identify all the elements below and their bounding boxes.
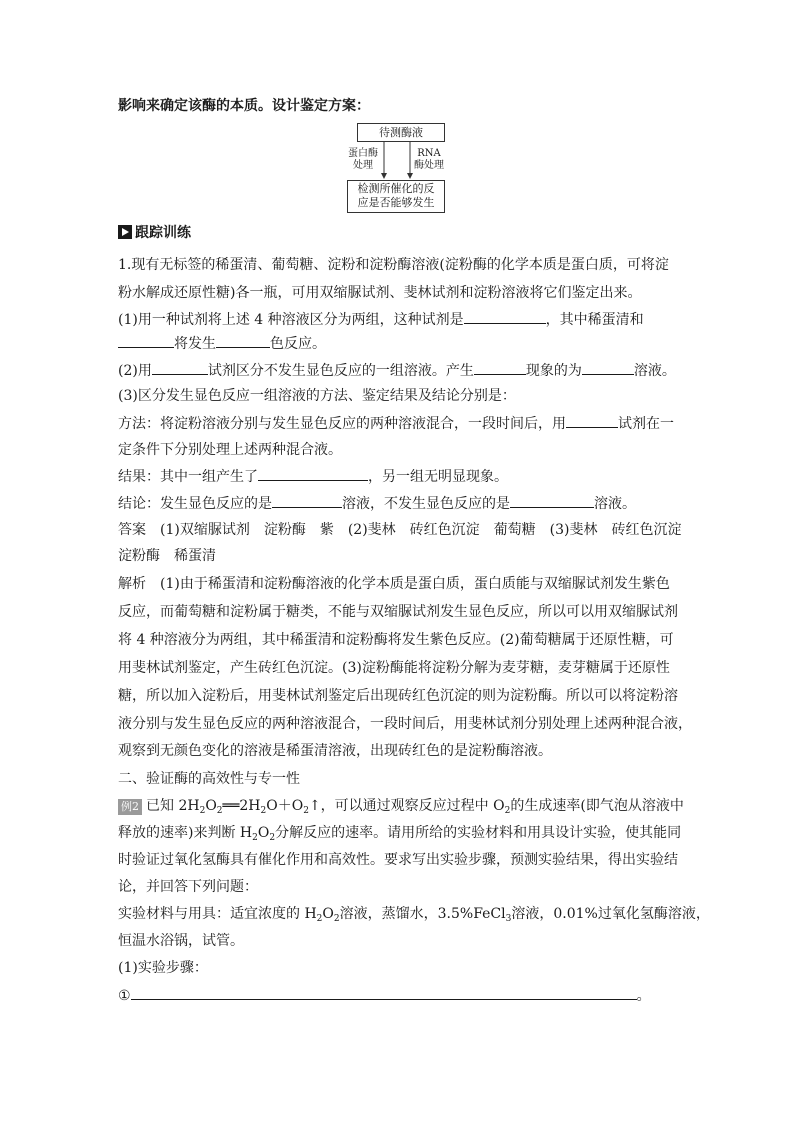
diagram-top-box: 待测酶液 xyxy=(357,123,445,142)
intro-text: 影响来确定该酶的本质。设计鉴定方案： xyxy=(118,98,370,114)
q1-part3: (3)区分发生显色反应一组溶液的方法、鉴定结果及结论分别是： xyxy=(118,388,516,404)
q1-method-line1: 方法：将淀粉溶液分别与发生显色反应的两种溶液混合，一段时间后，用 试剂在一 xyxy=(118,413,674,434)
answer-blank[interactable] xyxy=(474,360,526,375)
answer-blank[interactable] xyxy=(152,360,208,375)
analysis-line7: 观察到无颜色变化的溶液是稀蛋清溶液，出现砖红色的是淀粉酶溶液。 xyxy=(118,743,552,759)
ex2-materials-line1: 实验材料与用具：适宜浓度的 $H_2O_2$溶液，蒸馏水，3.5%FeCl$_3$溶液，0.01%过氧化氢酶溶液， xyxy=(118,906,710,924)
answer-blank[interactable] xyxy=(131,985,637,1000)
q1-part1-line1: (1)用一种试剂将上述 4 种溶液区分为两组，这种试剂是 ，其中稀蛋清和 xyxy=(118,309,644,330)
diagram-left-label: 蛋白酶 处理 xyxy=(348,148,378,171)
ex2-line4: 论，并回答下列问题： xyxy=(118,879,258,895)
answer-label: 答案 xyxy=(118,522,146,538)
diagram-right-label: RNA 酶处理 xyxy=(414,148,444,171)
ex2-steps-title: (1)实验步骤： xyxy=(118,960,208,976)
analysis-line2: 反应，而葡萄糖和淀粉属于糖类，不能与双缩脲试剂发生显色反应，所以可以用双缩脲试剂 xyxy=(118,604,678,620)
analysis-line6: 液分别与发生显色反应的两种溶液混合，一段时间后，用斐林试剂分别处理上述两种混合液， xyxy=(118,716,692,732)
ex2-line2: 释放的速率)来判断 $H_2O_2$分解反应的速率。请用所给的实验材料和用具设计实验，使其能同 xyxy=(118,825,682,843)
answer-line2: 淀粉酶 稀蛋清 xyxy=(118,548,216,564)
answer-blank[interactable] xyxy=(510,493,594,508)
q1-result: 结果：其中一组产生了 ，另一组无明显现象。 xyxy=(118,466,508,487)
analysis-line5: 糖，所以加入淀粉后，用斐林试剂鉴定后出现砖红色沉淀的则为淀粉酶。所以可以将淀粉溶 xyxy=(118,688,678,704)
q1-stem-line1: 1.现有无标签的稀蛋清、葡萄糖、淀粉和淀粉酶溶液(淀粉酶的化学本质是蛋白质，可将淀 xyxy=(118,257,669,273)
answer-line1: 答案 (1)双缩脲试剂 淀粉酶 紫 (2)斐林 砖红色沉淀 葡萄糖 (3)斐林 砖红色沉淀 xyxy=(118,522,682,538)
q1-part2: (2)用 试剂区分不发生显色反应的一组溶液。产生 现象的为 溶液。 xyxy=(118,360,676,381)
section2-title: 二、验证酶的高效性与专一性 xyxy=(118,771,300,787)
analysis-label: 解析 xyxy=(118,576,146,592)
answer-blank[interactable] xyxy=(272,493,342,508)
analysis-line1: 解析 (1)由于稀蛋清和淀粉酶溶液的化学本质是蛋白质，蛋白质能与双缩脲试剂发生紫色 xyxy=(118,576,670,592)
triangle-marker-icon xyxy=(118,225,132,239)
ex2-materials-line2: 恒温水浴锅，试管。 xyxy=(118,933,244,949)
answer-blank[interactable] xyxy=(464,309,546,324)
answer-blank[interactable] xyxy=(566,413,618,428)
flow-diagram xyxy=(0,0,794,220)
answer-blank[interactable] xyxy=(118,333,174,348)
ex2-line3: 时验证过氧化氢酶具有催化作用和高效性。要求写出实验步骤，预测实验结果，得出实验结 xyxy=(118,852,678,868)
answer-blank[interactable] xyxy=(582,360,634,375)
answer-blank[interactable] xyxy=(258,466,368,481)
example-tag: 例2 xyxy=(118,799,142,815)
answer-blank[interactable] xyxy=(216,333,270,348)
section-heading: 跟踪训练 xyxy=(118,223,191,243)
analysis-line3: 将 4 种溶液分为两组，其中稀蛋清和淀粉酶将发生紫色反应。(2)葡萄糖属于还原性糖，可 xyxy=(118,632,674,648)
q1-conclusion: 结论：发生显色反应的是 溶液，不发生显色反应的是 溶液。 xyxy=(118,493,636,514)
ex2-line1: 例2 已知 $2H_2O_2══2H_2O+O_2↑$，可以通过观察反应过程中 $O_2$的生成速率(即气泡从溶液中 xyxy=(118,796,684,821)
q1-part1-line2: 将发生 色反应。 xyxy=(118,333,326,354)
analysis-line4: 用斐林试剂鉴定，产生砖红色沉淀。(3)淀粉酶能将淀粉分解为麦芽糖，麦芽糖属于还原性 xyxy=(118,660,670,676)
q1-method-line2: 定条件下分别处理上述两种混合液。 xyxy=(118,442,342,458)
ex2-step1: ① 。 xyxy=(118,985,651,1006)
q1-stem-line2: 粉水解成还原性糖)各一瓶，可用双缩脲试剂、斐林试剂和淀粉溶液将它们鉴定出来。 xyxy=(118,285,642,301)
diagram-bottom-box: 检测所催化的反 应是否能够发生 xyxy=(347,180,445,213)
